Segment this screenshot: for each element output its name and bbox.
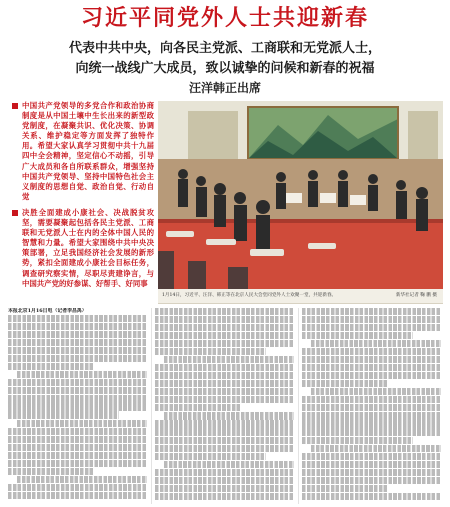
subheadline-line-2: 向统一战线广大成员，致以诚挚的问候和新春的祝福 (75, 61, 375, 76)
bullet-marker-icon (12, 103, 18, 109)
highlight-item (12, 101, 154, 202)
highlights (12, 101, 154, 289)
article-column-3 (302, 308, 441, 504)
subheadline-line-1: 代表中共中央，向各民主党派、工商联和无党派人士， (68, 41, 381, 56)
highlight-text: 中国共产党领导的多党合作和政治协商制度是从中国土壤中生长出来的新型政党制度，在凝聚共识、优化决策、协调关系、维护稳定等方面发挥了独特作用。希望大家认真学习贯彻中共十九届四中全会精神，坚定信心不动摇，引导广大成员和各自所联系群众，增强坚持中国共产党领导、坚持中国特色社会主义制度的思想自觉、政治自觉、行动自觉 (22, 101, 154, 201)
dateline: 本报北京1月16日电（记者李昌禹） (8, 308, 87, 314)
highlight-text: 决胜全面建成小康社会、决战脱贫攻坚，需要凝聚起包括各民主党派、工商联和无党派人士在内的全体中国人民的智慧和力量。希望大家围绕中共中央决策部署，立足我国经济社会发展的新形势，紧扣全面建成小康社会目标任务，调查研究察实情，尽职尽责建诤言，与中国共产党的好参谋、好帮手、好同事 (22, 207, 154, 288)
headline: 习近平同党外人士共迎新春 (80, 6, 369, 31)
news-photo (158, 101, 443, 289)
highlight-item (12, 208, 154, 289)
article-body (8, 308, 444, 504)
bullet-marker-icon (12, 210, 18, 216)
meeting-hall-photo-illustration (158, 101, 443, 289)
article-column-2 (155, 308, 294, 504)
photo-caption-bar (158, 289, 443, 304)
photo-caption: 1月14日，习近平、汪洋、韩正等在北京人民大会堂同党外人士欢聚一堂，共迎新春。 (162, 293, 337, 298)
photo-credit: 新华社记者 鞠 鹏 摄 (395, 293, 437, 298)
article-column-1 (8, 308, 147, 504)
byline: 汪洋韩正出席 (188, 81, 261, 95)
